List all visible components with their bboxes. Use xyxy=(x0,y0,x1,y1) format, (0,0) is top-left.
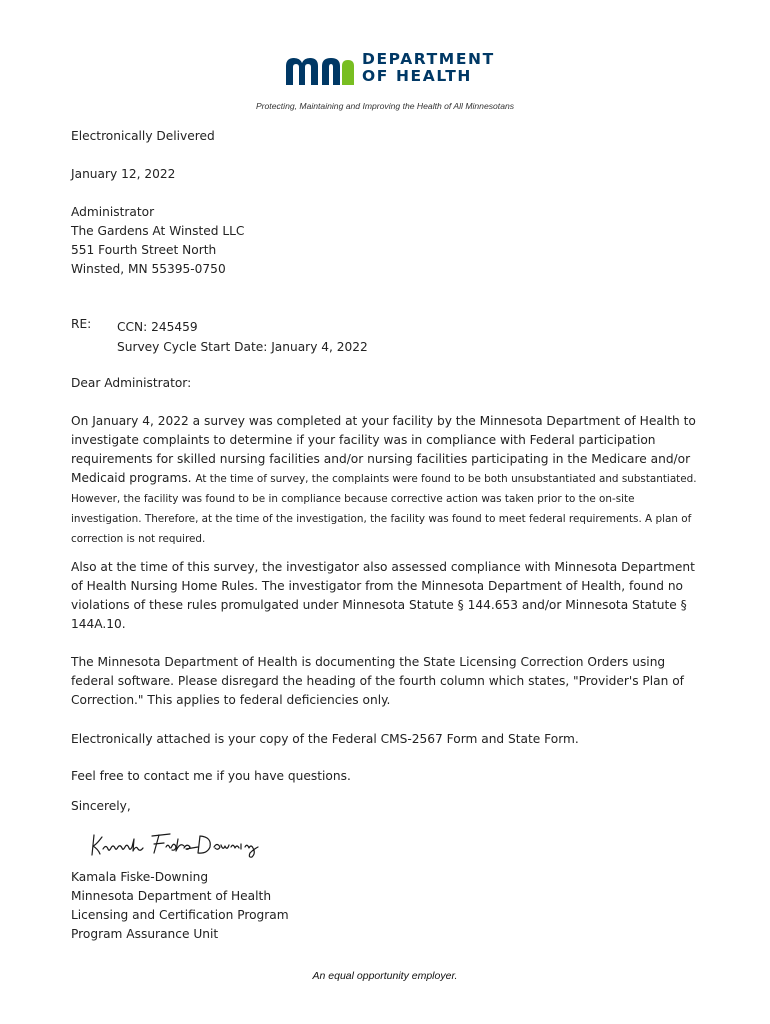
paragraph-1-main: On January 4, 2022 a survey was completed at your facility by the Minnesota Department of Health to investigate complaints to determine if your facility was in compliance with Federal participation requirements for skilled nursing facilities and/or nursing facilities participating in the Medicare and/or Medicaid programs. xyxy=(71,414,696,485)
letterhead xyxy=(0,50,770,90)
dept-line1: DEPARTMENT xyxy=(362,50,495,68)
signer-name: Kamala Fiske-Downing xyxy=(71,870,209,884)
paragraph-2: Also at the time of this survey, the investigator also assessed compliance with Minnesota Department of Health Nursing Home Rules. The investigator from the Minnesota Department of Health, found no violations of these rules promulgated under Minnesota Statute § 144.653 and/or Minnesota Statute § 144A.10. xyxy=(71,560,695,631)
paragraph-1 xyxy=(71,412,701,549)
signer-line: Program Assurance Unit xyxy=(71,927,219,941)
re-block xyxy=(117,317,368,357)
paragraph-1-small: At the time of survey, the complaints were found to be both unsubstantiated and substantiated. However, the facility was found to be in compliance because corrective action was taken prior to the on-site investigation. Therefore, at the time of the investigation, the facility was found to meet federal requirements. A plan of correction is not required. xyxy=(71,473,697,545)
recipient-line: The Gardens At Winsted LLC xyxy=(71,224,245,238)
signer-line: Minnesota Department of Health xyxy=(71,889,272,903)
salutation: Dear Administrator: xyxy=(71,376,192,390)
mn-logo-mark xyxy=(284,54,356,86)
paragraph-5: Feel free to contact me if you have questions. xyxy=(71,769,351,783)
closing: Sincerely, xyxy=(71,799,131,813)
delivery-line: Electronically Delivered xyxy=(71,129,215,143)
signer-block xyxy=(71,868,701,944)
paragraph-4: Electronically attached is your copy of the Federal CMS-2567 Form and State Form. xyxy=(71,732,579,746)
recipient-address xyxy=(71,203,701,279)
recipient-line: Winsted, MN 55395-0750 xyxy=(71,262,226,276)
re-label: RE: xyxy=(71,317,92,331)
footer-eoe: An equal opportunity employer. xyxy=(312,970,458,982)
re-line: Survey Cycle Start Date: January 4, 2022 xyxy=(117,340,368,354)
paragraph-3: The Minnesota Department of Health is documenting the State Licensing Correction Orders using federal software. Please disregard the heading of the fourth column which states, "Provider's Plan of Correction." This applies to federal deficiencies only. xyxy=(71,655,684,707)
re-line: CCN: 245459 xyxy=(117,320,198,334)
tagline: Protecting, Maintaining and Improving the Health of All Minnesotans xyxy=(255,101,515,111)
handwritten-signature xyxy=(88,827,268,866)
dept-line2: OF HEALTH xyxy=(362,67,472,85)
letter-date: January 12, 2022 xyxy=(71,167,176,181)
recipient-line: 551 Fourth Street North xyxy=(71,243,217,257)
mdh-logo xyxy=(284,50,494,90)
department-name xyxy=(362,51,495,85)
recipient-line: Administrator xyxy=(71,205,155,219)
signer-line: Licensing and Certification Program xyxy=(71,908,289,922)
